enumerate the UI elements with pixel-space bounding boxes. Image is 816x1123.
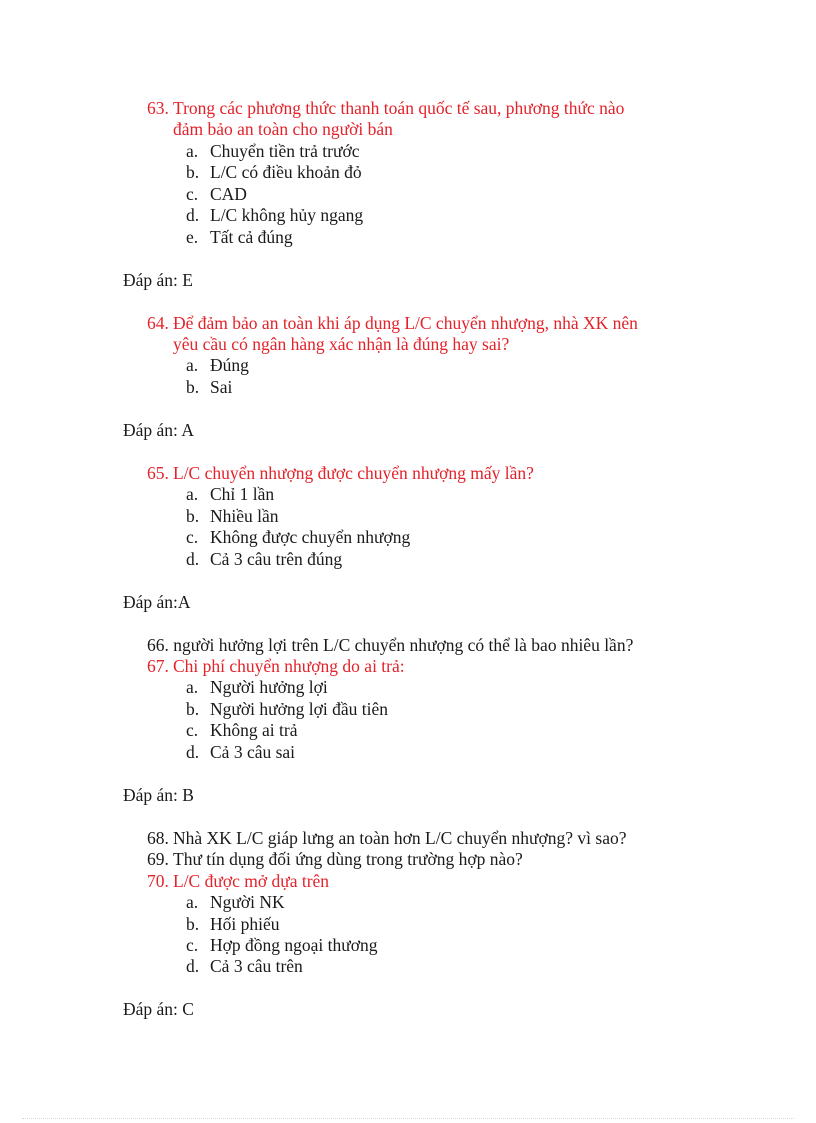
option-letter: e. [186, 227, 199, 247]
question-number: 65. [147, 463, 169, 483]
option-item [186, 205, 363, 226]
answer-63: Đáp án: E [123, 270, 193, 290]
option-item [186, 141, 359, 162]
question-text: Để đảm bảo an toàn khi áp dụng L/C chuyển nhượng, nhà XK nên [173, 313, 638, 333]
option-text: Không ai trả [210, 720, 298, 740]
question-number: 67. [147, 656, 169, 676]
option-item [186, 699, 388, 720]
option-letter: b. [186, 162, 200, 182]
option-letter: b. [186, 377, 200, 397]
option-letter: a. [186, 892, 199, 912]
option-item [186, 184, 247, 205]
option-text: CAD [210, 184, 247, 204]
option-item [186, 892, 285, 913]
option-item [186, 956, 303, 977]
question-number: 64. [147, 313, 169, 333]
option-letter: a. [186, 141, 199, 161]
question-64-continued: yêu cầu có ngân hàng xác nhận là đúng hay sai? [173, 334, 510, 354]
option-text: L/C có điều khoản đỏ [210, 162, 362, 182]
answer-64: Đáp án: A [123, 420, 194, 440]
option-item [186, 914, 280, 935]
option-text: Hối phiếu [210, 914, 280, 934]
option-letter: d. [186, 549, 200, 569]
option-letter: c. [186, 527, 199, 547]
option-letter: a. [186, 677, 199, 697]
answer-70: Đáp án: C [123, 999, 194, 1019]
option-text: Chuyển tiền trả trước [210, 141, 360, 161]
option-item [186, 549, 342, 570]
question-text: Trong các phương thức thanh toán quốc tế sau, phương thức nào [173, 98, 625, 118]
answer-65: Đáp án:A [123, 592, 191, 612]
option-item [186, 162, 362, 183]
option-text: Người hưởng lợi [210, 677, 328, 697]
question-number: 70. [147, 871, 169, 891]
option-letter: c. [186, 184, 199, 204]
question-text: Thư tín dụng đối ứng dùng trong trường hợp nào? [173, 849, 523, 869]
question-67 [147, 656, 405, 677]
question-64 [147, 313, 638, 334]
option-text: Cả 3 câu trên [210, 956, 303, 976]
option-text: Người NK [210, 892, 285, 912]
option-letter: b. [186, 506, 200, 526]
option-text: Cả 3 câu trên đúng [210, 549, 343, 569]
question-65 [147, 463, 534, 484]
option-text: L/C không hủy ngang [210, 205, 364, 225]
option-item [186, 506, 279, 527]
option-item [186, 677, 328, 698]
question-number: 69. [147, 849, 169, 869]
question-number: 63. [147, 98, 169, 118]
question-66: 66. người hưởng lợi trên L/C chuyển nhượng có thể là bao nhiêu lần? [147, 635, 634, 655]
option-text: Chỉ 1 lần [210, 484, 275, 504]
question-text: Nhà XK L/C giáp lưng an toàn hơn L/C chuyển nhượng? vì sao? [173, 828, 627, 848]
option-text: Sai [210, 377, 233, 397]
option-letter: a. [186, 355, 199, 375]
option-item [186, 227, 293, 248]
option-item [186, 720, 297, 741]
question-text: Chi phí chuyển nhượng do ai trả: [173, 656, 405, 676]
question-69 [147, 849, 523, 870]
question-text: L/C được mở dựa trên [173, 871, 330, 891]
option-text: Đúng [210, 355, 249, 375]
option-item [186, 742, 295, 763]
option-text: Tất cả đúng [210, 227, 293, 247]
option-text: Hợp đồng ngoại thương [210, 935, 378, 955]
option-letter: d. [186, 956, 200, 976]
option-item [186, 484, 274, 505]
page-bottom-divider [22, 1118, 794, 1119]
question-number: 68. [147, 828, 169, 848]
option-letter: a. [186, 484, 199, 504]
option-letter: d. [186, 205, 200, 225]
option-item [186, 527, 410, 548]
question-63-continued: đảm bảo an toàn cho người bán [173, 119, 393, 139]
option-item [186, 935, 378, 956]
answer-67: Đáp án: B [123, 785, 194, 805]
option-text: Không được chuyển nhượng [210, 527, 411, 547]
question-70 [147, 871, 329, 892]
option-letter: c. [186, 720, 199, 740]
option-letter: d. [186, 742, 200, 762]
question-text: L/C chuyển nhượng được chuyển nhượng mấy lần? [173, 463, 534, 483]
question-63 [147, 98, 624, 119]
option-text: Cả 3 câu sai [210, 742, 296, 762]
option-item [186, 377, 232, 398]
question-68 [147, 828, 627, 849]
option-text: Người hưởng lợi đầu tiên [210, 699, 388, 719]
option-letter: b. [186, 699, 200, 719]
option-text: Nhiều lần [210, 506, 279, 526]
option-letter: b. [186, 914, 200, 934]
option-letter: c. [186, 935, 199, 955]
option-item [186, 355, 249, 376]
